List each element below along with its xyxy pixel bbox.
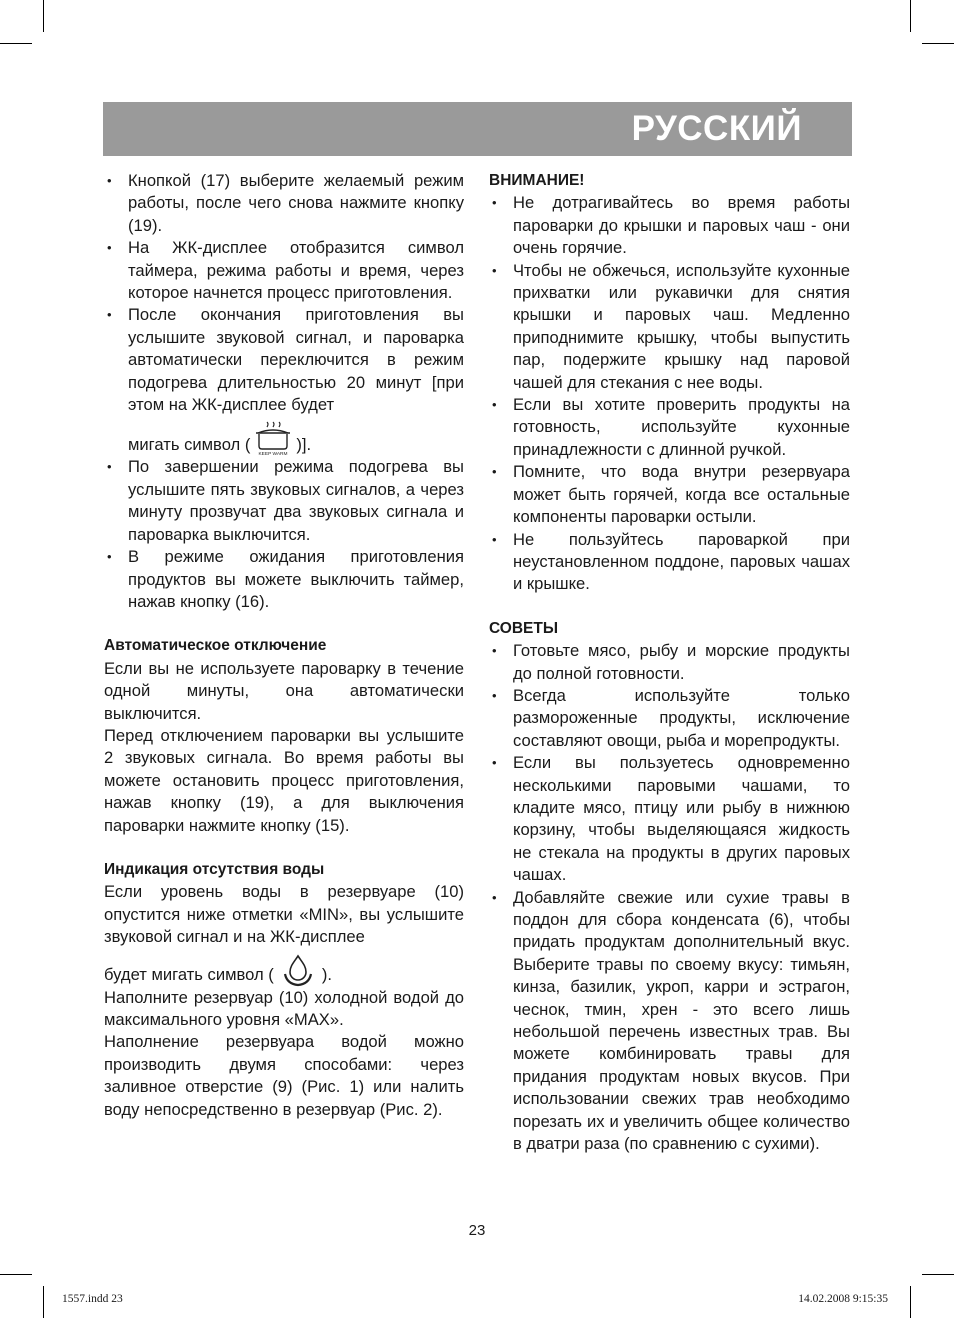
warning-list (489, 192, 850, 595)
right-column (489, 170, 850, 1155)
crop-mark (910, 1286, 911, 1318)
print-slug-date: 14.02.2008 9:15:35 (798, 1293, 888, 1305)
list-item: • На ЖК-дисплее отобразится символ таймера, режима работы и время, через которое начнется процесс приготовления. (104, 237, 464, 304)
crop-mark (43, 1286, 44, 1318)
keep-warm-icon (252, 420, 294, 456)
paragraph-text: будет мигать символ ( (104, 965, 274, 985)
crop-mark (922, 43, 954, 44)
list-item-text: мигать символ ( (128, 435, 251, 455)
section-title-warning: ВНИМАНИЕ! (489, 172, 585, 189)
list-item: • Если вы хотите проверить продукты на готовность, используйте кухонные принадлежности с длинной ручкой. (489, 394, 850, 461)
paragraph-text: ). (321, 965, 332, 985)
crop-mark (910, 0, 911, 32)
water-drop-icon (280, 953, 316, 987)
paragraph: Наполнение резервуара водой можно производить двумя способами: через заливное отверстие (9) (Рис. 1) или налить воду непосредственно в резервуар (Рис. 2). (104, 1032, 464, 1119)
list-item: • По завершении режима подогрева вы услышите пять звуковых сигналов, а через минуту прозвучат два звуковых сигнала и пароварка выключится. (104, 456, 464, 546)
list-item: • Добавляйте свежие или сухие травы в поддон для сбора конденсата (6), чтобы придать продуктам дополнительный вкус. Выберите травы по своему вкусу: тимьян, кинза, базилик, укроп, карри и эстрагон, чеснок, тмин, хрен - это всего лишь небольшой перечень известных трав. Вы можете комбинировать травы для придания продуктам новых вкусов. При использовании свежих трав необходимо порезать их и увеличить общее количество в дватри раза (по сравнению с сухими). (489, 887, 850, 1156)
list-item: • Помните, что вода внутри резервуара может быть горячей, когда все остальные компоненты пароварки остыли. (489, 461, 850, 528)
steps-list (104, 170, 464, 613)
list-item: • Не дотрагивайтесь во время работы пароварки до крышки и паровых чаш - они очень горячие. (489, 192, 850, 259)
list-item (104, 304, 464, 456)
list-item: • Если вы пользуетесь одновременно несколькими паровыми чашами, то кладите мясо, птицу или рыбу в нижнюю корзину, чтобы выделяющаяся жидкость не стекала на продукты в других паровых чашах. (489, 752, 850, 886)
keep-warm-label: KEEP WARM (258, 452, 288, 457)
tips-list (489, 640, 850, 1155)
list-item-text: После окончания приготовления вы услышите звуковой сигнал, и пароварка автоматически переключится в режим подогрева длительностью 20 минут [при этом на ЖК-дисплее будет (128, 305, 464, 415)
water-symbol-line (104, 951, 464, 987)
crop-mark (0, 43, 32, 44)
paragraph: Если вы не используете пароварку в течение одной минуты, она автоматически выключится. (104, 658, 464, 723)
keep-warm-line (128, 420, 464, 456)
left-column (104, 170, 464, 1121)
crop-mark (43, 0, 44, 32)
page-number: 23 (468, 1222, 486, 1239)
list-item: • Не пользуйтесь пароваркой при неустановленном поддоне, паровых чашах и крышке. (489, 529, 850, 596)
paragraph: Если уровень воды в резервуаре (10) опустится ниже отметки «MIN», вы услышите звуковой сигнал и на ЖК-дисплее (104, 882, 464, 947)
list-item: • Чтобы не обжечься, используйте кухонные прихватки или рукавички для снятия крышки и паровых чаш. Медленно приподнимите крышку, чтобы выпустить пар, подержите крышку над паровой чашей для стекания с нее воды. (489, 260, 850, 394)
list-item-text: )]. (296, 435, 312, 455)
list-item: • Всегда используйте только размороженные продукты, исключение составляют овощи, рыба и морепродукты. (489, 685, 850, 752)
paragraph: Наполните резервуар (10) холодной водой до максимального уровня «MAX». (104, 987, 464, 1029)
section-title-no-water: Индикация отсутствия воды (104, 860, 325, 878)
crop-mark (922, 1274, 954, 1275)
list-item: • Готовьте мясо, рыбу и морские продукты до полной готовности. (489, 640, 850, 685)
crop-mark (0, 1274, 32, 1275)
paragraph: Перед отключением пароварки вы услышите 2 звуковых сигнала. Во время работы вы можете остановить процесс приготовления, нажав кнопку (19), а для выключения пароварки нажмите кнопку (15). (104, 725, 464, 835)
list-item: • В режиме ожидания приготовления продуктов вы можете выключить таймер, нажав кнопку (16). (104, 546, 464, 613)
language-title: РУССКИЙ (631, 109, 802, 148)
section-title-tips: СОВЕТЫ (489, 619, 559, 637)
language-header-band (103, 102, 852, 156)
section-title-auto-off: Автоматическое отключение (104, 637, 327, 655)
print-slug-file: 1557.indd 23 (62, 1293, 123, 1305)
list-item: • Кнопкой (17) выберите желаемый режим работы, после чего снова нажмите кнопку (19). (104, 170, 464, 237)
